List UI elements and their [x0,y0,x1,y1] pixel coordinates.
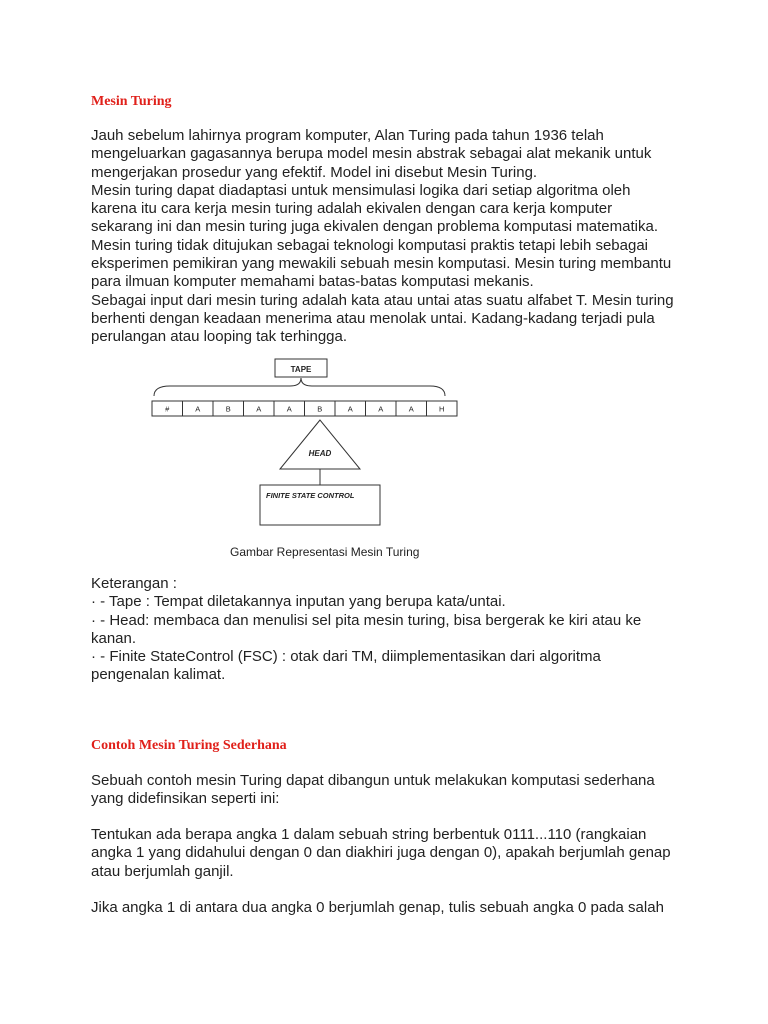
intro-line: para ilmuan komputer memahami batas-batas komputasi mekanis. [91,273,534,291]
example-line: Sebuah contoh mesin Turing dapat dibangun untuk melakukan komputasi sederhana [91,772,655,789]
example-line: angka 1 yang didahului dengan 0 dan diakhiri juga dengan 0), apakah berjumlah genap [91,844,671,862]
intro-line: eksperimen pemikiran yang mewakili sebuah mesin komputasi. Mesin turing membantu [91,255,672,273]
intro-line: berhenti dengan keadaan menerima atau menolak untai. Kadang-kadang terjadi pula [91,309,655,327]
legend-line: pengenalan kalimat. [91,666,226,684]
intro-line: Jauh sebelum lahirnya program komputer, Alan Turing pada tahun 1936 telah [91,127,604,144]
tape-brace [154,378,445,396]
intro-line: Mesin turing tidak ditujukan sebagai teknologi komputasi praktis tetapi lebih sebagai [91,236,648,254]
head-label: HEAD [308,449,332,458]
intro-line: Sebagai input dari mesin turing adalah kata atau untai atas suatu alfabet T. Mesin turing [91,291,674,309]
section-title-mesin-turing: Mesin Turing [91,94,172,109]
tape-cell-symbol: B [225,404,231,414]
tape-cell-symbol: H [439,404,445,414]
example-paragraph-3 [91,899,691,917]
tape-cell-symbol: A [347,404,353,414]
tape-cell-symbol: A [256,404,262,414]
tape-cell-symbol: A [378,404,384,414]
intro-line: mengeluarkan gagasannya berupa model mesin abstrak sebagai alat mekanik untuk [91,145,652,163]
example-paragraph-1 [91,772,691,809]
tape-label: TAPE [290,365,312,374]
section-title-contoh: Contoh Mesin Turing Sederhana [91,738,287,753]
example-line: Jika angka 1 di antara dua angka 0 berjumlah genap, tulis sebuah angka 0 pada salah [91,899,664,916]
intro-line: karena itu cara kerja mesin turing adalah ekivalen dengan cara kerja komputer [91,200,613,218]
head-triangle [280,420,360,469]
legend-line: · - Head: membaca dan menulisi sel pita mesin turing, bisa bergerak ke kiri atau ke [91,611,642,629]
intro-paragraph [91,127,691,347]
tape-cell-symbol: B [317,404,323,414]
example-line: yang didefinsikan seperti ini: [91,790,280,808]
legend-line: · - Tape : Tempat diletakannya inputan yang berupa kata/untai. [91,593,506,611]
example-line: Tentukan ada berapa angka 1 dalam sebuah string berbentuk 0111...110 (rangkaian [91,826,647,843]
tape-cell-symbol: A [286,404,292,414]
tape-cell-symbol: A [408,404,414,414]
tape-cell-symbol: A [195,404,201,414]
turing-machine-diagram [140,352,480,567]
turing-machine-svg [140,352,480,567]
figure-caption: Gambar Representasi Mesin Turing [230,545,420,559]
intro-line: perulangan atau looping tak terhingga. [91,328,348,346]
legend-line: · - Finite StateControl (FSC) : otak dari TM, diimplementasikan dari algoritma [91,648,601,666]
intro-line: mengerjakan prosedur yang efektif. Model ini disebut Mesin Turing. [91,163,538,181]
intro-line: Mesin turing dapat diadaptasi untuk mensimulasi logika dari setiap algoritma oleh [91,181,631,199]
legend-paragraph [91,575,691,685]
example-line: atau berjumlah ganjil. [91,862,234,880]
legend-line: kanan. [91,629,137,647]
example-paragraph-2 [91,826,691,881]
tape-cells [152,401,457,416]
tape-cell-symbol: # [165,404,170,414]
intro-line: sekarang ini dan mesin turing juga ekivalen dengan problema komputasi matematika. [91,218,658,236]
finite-state-control-label: FINITE STATE CONTROL [266,491,355,500]
legend-line: Keterangan : [91,575,177,592]
